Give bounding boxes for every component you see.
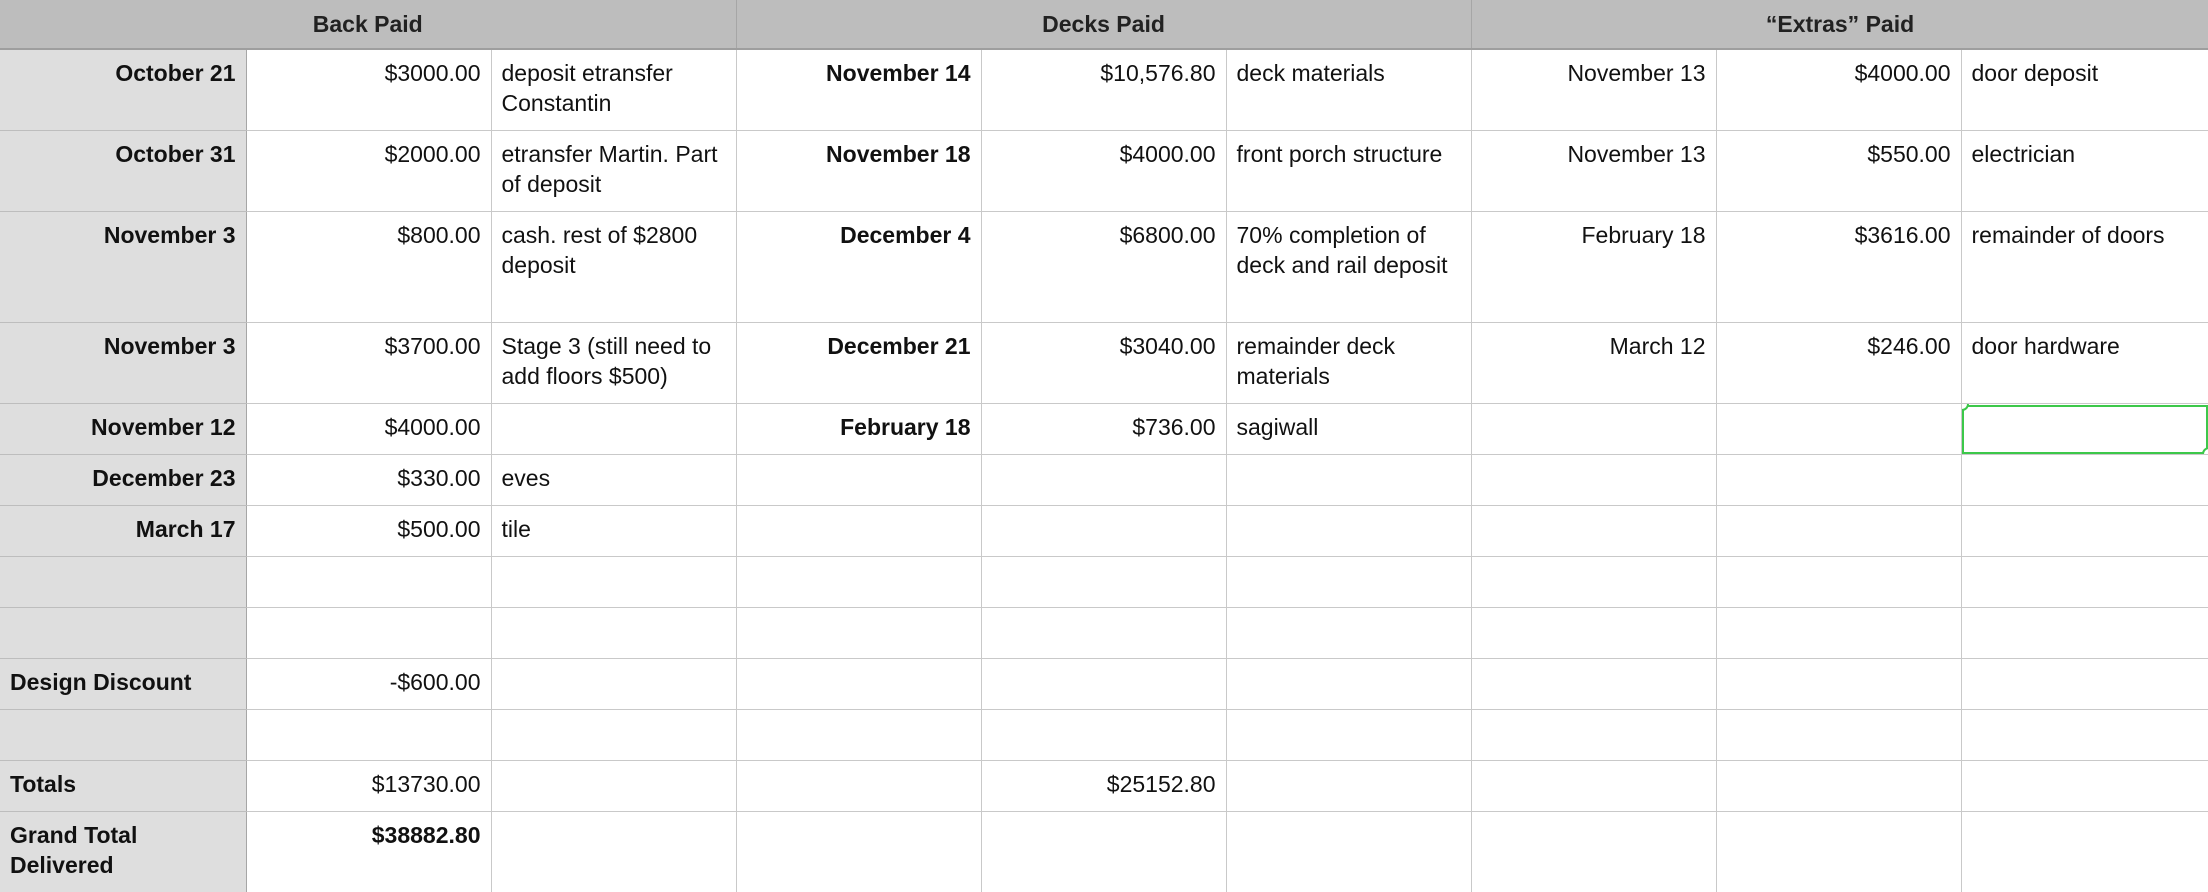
extra-amount-cell[interactable]	[1716, 455, 1961, 506]
back-note-cell[interactable]: eves	[491, 455, 736, 506]
deck-date-cell[interactable]	[736, 812, 981, 892]
deck-note-cell[interactable]: sagiwall	[1226, 404, 1471, 455]
deck-date-cell[interactable]: November 14	[736, 49, 981, 131]
extra-date-cell[interactable]	[1471, 608, 1716, 659]
deck-note-cell[interactable]	[1226, 608, 1471, 659]
deck-note-cell[interactable]: front porch structure	[1226, 131, 1471, 212]
back-amount-cell[interactable]: $2000.00	[246, 131, 491, 212]
deck-note-cell[interactable]: remainder deck materials	[1226, 323, 1471, 404]
table-row	[0, 323, 2208, 404]
selected-cell[interactable]	[1961, 404, 2208, 455]
deck-date-cell[interactable]	[736, 608, 981, 659]
extra-date-cell[interactable]	[1471, 761, 1716, 812]
extra-note-cell[interactable]	[1961, 761, 2208, 812]
extra-amount-cell[interactable]	[1716, 659, 1961, 710]
deck-total-amount[interactable]: $25152.80	[981, 761, 1226, 812]
back-amount-cell[interactable]: $330.00	[246, 455, 491, 506]
grand-total-amount[interactable]: $38882.80	[246, 812, 491, 892]
deck-date-cell[interactable]	[736, 557, 981, 608]
back-date-cell[interactable]: November 12	[0, 404, 246, 455]
back-note-cell[interactable]	[491, 608, 736, 659]
deck-amount-cell[interactable]: $4000.00	[981, 131, 1226, 212]
deck-amount-cell[interactable]: $3040.00	[981, 323, 1226, 404]
back-date-cell[interactable]	[0, 710, 246, 761]
back-note-cell[interactable]	[491, 812, 736, 892]
extra-date-cell[interactable]	[1471, 710, 1716, 761]
deck-date-cell[interactable]	[736, 455, 981, 506]
selection-handle-bottom-right[interactable]	[2202, 447, 2208, 455]
deck-note-cell[interactable]	[1226, 761, 1471, 812]
back-note-cell[interactable]: tile	[491, 506, 736, 557]
back-date-cell[interactable]: March 17	[0, 506, 246, 557]
deck-note-cell[interactable]: deck materials	[1226, 49, 1471, 131]
extra-date-cell[interactable]: November 13	[1471, 131, 1716, 212]
table-row	[0, 404, 2208, 455]
extra-note-cell[interactable]: electrician	[1961, 131, 2208, 212]
back-note-cell[interactable]: etransfer Martin. Part of deposit	[491, 131, 736, 212]
deck-amount-cell[interactable]	[981, 608, 1226, 659]
table-row	[0, 455, 2208, 506]
back-note-cell[interactable]: deposit etransfer Constantin	[491, 49, 736, 131]
back-note-cell[interactable]	[491, 404, 736, 455]
extra-amount-cell[interactable]: $550.00	[1716, 131, 1961, 212]
extra-amount-cell[interactable]	[1716, 506, 1961, 557]
deck-amount-cell[interactable]	[981, 812, 1226, 892]
design-discount-label[interactable]: Design Discount	[0, 659, 246, 710]
extra-date-cell[interactable]: November 13	[1471, 49, 1716, 131]
back-date-cell[interactable]: October 21	[0, 49, 246, 131]
deck-date-cell[interactable]: December 4	[736, 212, 981, 323]
extra-note-cell[interactable]: remainder of doors	[1961, 212, 2208, 323]
back-date-cell[interactable]: November 3	[0, 212, 246, 323]
deck-note-cell[interactable]	[1226, 557, 1471, 608]
selection-handle-top-left[interactable]	[1961, 404, 1969, 412]
extra-note-cell[interactable]	[1961, 455, 2208, 506]
extra-amount-cell[interactable]	[1716, 404, 1961, 455]
back-date-cell[interactable]: November 3	[0, 323, 246, 404]
table-row	[0, 131, 2208, 212]
back-amount-cell[interactable]: $3000.00	[246, 49, 491, 131]
deck-amount-cell[interactable]	[981, 455, 1226, 506]
back-amount-cell[interactable]	[246, 608, 491, 659]
extra-note-cell[interactable]: door deposit	[1961, 49, 2208, 131]
deck-date-cell[interactable]: December 21	[736, 323, 981, 404]
extra-date-cell[interactable]	[1471, 455, 1716, 506]
extra-note-cell[interactable]	[1961, 812, 2208, 892]
back-note-cell[interactable]: cash. rest of $2800 deposit	[491, 212, 736, 323]
extra-note-cell[interactable]	[1961, 710, 2208, 761]
deck-date-cell[interactable]: November 18	[736, 131, 981, 212]
totals-label[interactable]: Totals	[0, 761, 246, 812]
extra-amount-cell[interactable]: $4000.00	[1716, 49, 1961, 131]
deck-note-cell[interactable]	[1226, 812, 1471, 892]
table-row	[0, 557, 2208, 608]
header-row	[0, 0, 2208, 49]
extra-note-cell[interactable]	[1961, 608, 2208, 659]
deck-note-cell[interactable]	[1226, 710, 1471, 761]
extra-note-cell[interactable]: door hardware	[1961, 323, 2208, 404]
deck-amount-cell[interactable]: $6800.00	[981, 212, 1226, 323]
deck-note-cell[interactable]	[1226, 506, 1471, 557]
header-back-paid[interactable]: Back Paid	[0, 0, 736, 49]
deck-date-cell[interactable]: February 18	[736, 404, 981, 455]
deck-date-cell[interactable]	[736, 761, 981, 812]
extra-date-cell[interactable]	[1471, 506, 1716, 557]
extra-amount-cell[interactable]: $3616.00	[1716, 212, 1961, 323]
extra-note-cell[interactable]	[1961, 659, 2208, 710]
back-amount-cell[interactable]: $3700.00	[246, 323, 491, 404]
back-note-cell[interactable]: Stage 3 (still need to add floors $500)	[491, 323, 736, 404]
back-amount-cell[interactable]	[246, 557, 491, 608]
back-date-cell[interactable]	[0, 608, 246, 659]
extra-date-cell[interactable]: March 12	[1471, 323, 1716, 404]
table-row	[0, 506, 2208, 557]
header-extras-paid[interactable]: “Extras” Paid	[1471, 0, 2208, 49]
grand-total-label[interactable]: Grand Total Delivered	[0, 812, 246, 892]
deck-note-cell[interactable]: 70% completion of deck and rail deposit	[1226, 212, 1471, 323]
extra-amount-cell[interactable]	[1716, 812, 1961, 892]
deck-amount-cell[interactable]	[981, 506, 1226, 557]
deck-date-cell[interactable]	[736, 710, 981, 761]
back-note-cell[interactable]	[491, 659, 736, 710]
extra-note-cell[interactable]	[1961, 506, 2208, 557]
deck-date-cell[interactable]	[736, 506, 981, 557]
table-row	[0, 659, 2208, 710]
extra-note-cell[interactable]	[1961, 557, 2208, 608]
back-amount-cell[interactable]: $800.00	[246, 212, 491, 323]
back-date-cell[interactable]	[0, 557, 246, 608]
back-amount-cell[interactable]: $4000.00	[246, 404, 491, 455]
deck-amount-cell[interactable]	[981, 557, 1226, 608]
deck-note-cell[interactable]	[1226, 659, 1471, 710]
extra-amount-cell[interactable]	[1716, 557, 1961, 608]
table-row	[0, 761, 2208, 812]
back-total-amount[interactable]: $13730.00	[246, 761, 491, 812]
extra-amount-cell[interactable]: $246.00	[1716, 323, 1961, 404]
deck-amount-cell[interactable]	[981, 710, 1226, 761]
back-amount-cell[interactable]: $500.00	[246, 506, 491, 557]
back-amount-cell[interactable]	[246, 710, 491, 761]
deck-date-cell[interactable]	[736, 659, 981, 710]
back-date-cell[interactable]: December 23	[0, 455, 246, 506]
deck-amount-cell[interactable]: $736.00	[981, 404, 1226, 455]
back-note-cell[interactable]	[491, 557, 736, 608]
deck-amount-cell[interactable]	[981, 659, 1226, 710]
table-row	[0, 812, 2208, 892]
extra-date-cell[interactable]	[1471, 557, 1716, 608]
extra-date-cell[interactable]: February 18	[1471, 212, 1716, 323]
table-row	[0, 49, 2208, 131]
deck-amount-cell[interactable]: $10,576.80	[981, 49, 1226, 131]
extra-date-cell[interactable]	[1471, 812, 1716, 892]
extra-amount-cell[interactable]	[1716, 608, 1961, 659]
design-discount-amount[interactable]: -$600.00	[246, 659, 491, 710]
back-date-cell[interactable]: October 31	[0, 131, 246, 212]
table-row	[0, 608, 2208, 659]
back-note-cell[interactable]	[491, 710, 736, 761]
deck-note-cell[interactable]	[1226, 455, 1471, 506]
table-row	[0, 212, 2208, 323]
extra-amount-cell[interactable]	[1716, 710, 1961, 761]
header-decks-paid[interactable]: Decks Paid	[736, 0, 1471, 49]
extra-amount-cell[interactable]	[1716, 761, 1961, 812]
back-note-cell[interactable]	[491, 761, 736, 812]
table-row	[0, 710, 2208, 761]
extra-date-cell[interactable]	[1471, 404, 1716, 455]
extra-date-cell[interactable]	[1471, 659, 1716, 710]
